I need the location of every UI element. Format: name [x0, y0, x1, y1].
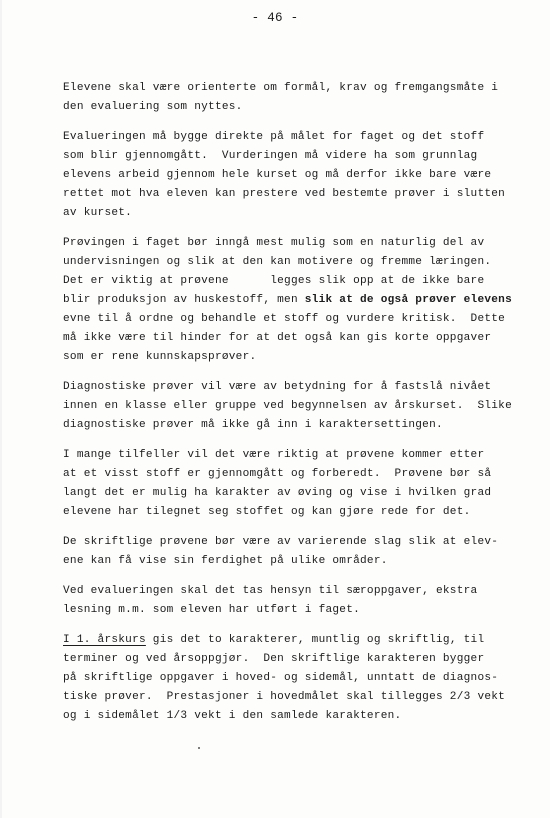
text-line: Diagnostiske prøver vil være av betydning for å fastslå nivået [63, 381, 492, 393]
text-line: av kurset. [63, 207, 133, 219]
text-line [63, 631, 513, 650]
text-line: Ved evalueringen skal det tas hensyn til særoppgaver, ekstra [63, 585, 478, 597]
text-line: elevens arbeid gjennom hele kurset og må derfor ikke bare være [63, 169, 492, 181]
section-lead: I 1. årskurs [63, 634, 146, 646]
text-segment: gis det to karakterer, muntlig og skriftlig, til [145, 634, 485, 646]
text-line: undervisningen og slik at den kan motivere og fremme læringen. [63, 256, 492, 268]
document-body [63, 79, 513, 737]
text-line: Det er viktig at prøvene legges slik opp at de ikke bare [63, 275, 485, 287]
page-edge [0, 0, 2, 818]
text-line: langt det er mulig ha karakter av øving og vise i hvilken grad [63, 487, 492, 499]
text-line: evne til å ordne og behandle et stoff og vurdere kritisk. Dette [63, 313, 506, 325]
paragraph [63, 79, 513, 117]
paragraph [63, 446, 513, 522]
text-line: Elevene skal være orienterte om formål, krav og fremgangsmåte i [63, 82, 499, 94]
text-line: at et visst stoff er gjennomgått og forberedt. Prøvene bør så [63, 468, 492, 480]
text-line: på skriftlige oppgaver i hoved- og sidemål, unntatt de diagnos- [63, 672, 499, 684]
text-line: terminer og ved årsoppgjør. Den skriftlige karakteren bygger [63, 653, 485, 665]
text-line: må ikke være til hinder for at det også kan gis korte oppgaver [63, 332, 492, 344]
text-line: Evalueringen må bygge direkte på målet for faget og det stoff [63, 131, 485, 143]
text-line: I mange tilfeller vil det være riktig at prøvene kommer etter [63, 449, 485, 461]
text-line: som blir gjennomgått. Vurderingen må videre ha som grunnlag [63, 150, 478, 162]
paragraph [63, 128, 513, 223]
text-line: innen en klasse eller gruppe ved begynnelsen av årskurset. Slike [63, 400, 512, 412]
text-line: rettet mot hva eleven kan prestere ved bestemte prøver i slutten [63, 188, 506, 200]
emphasized-text: slik at de også prøver elevens [304, 294, 512, 306]
text-line: diagnostiske prøver må ikke gå inn i karaktersettingen. [63, 419, 443, 431]
text-line: elevene har tilegnet seg stoffet og kan gjøre rede for det. [63, 506, 471, 518]
page-number: - 46 - [251, 11, 299, 25]
paragraph [63, 378, 513, 435]
text-segment: blir produksjon av huskestoff, men [63, 294, 305, 306]
text-line: tiske prøver. Prestasjoner i hovedmålet skal tillegges 2/3 vekt [63, 691, 506, 703]
paragraph [63, 533, 513, 571]
text-line: De skriftlige prøvene bør være av varierende slag slik at elev- [63, 536, 499, 548]
ink-speck [198, 747, 200, 749]
paragraph [63, 631, 513, 726]
paragraph [63, 582, 513, 620]
text-line: som er rene kunnskapsprøver. [63, 351, 257, 363]
paragraph [63, 234, 513, 367]
text-line: den evaluering som nyttes. [63, 101, 243, 113]
text-line: og i sidemålet 1/3 vekt i den samlede karakteren. [63, 710, 402, 722]
text-line: Prøvingen i faget bør inngå mest mulig som en naturlig del av [63, 237, 485, 249]
text-line: lesning m.m. som eleven har utført i faget. [63, 604, 361, 616]
text-line [63, 291, 513, 310]
text-line: ene kan få vise sin ferdighet på ulike områder. [63, 555, 388, 567]
